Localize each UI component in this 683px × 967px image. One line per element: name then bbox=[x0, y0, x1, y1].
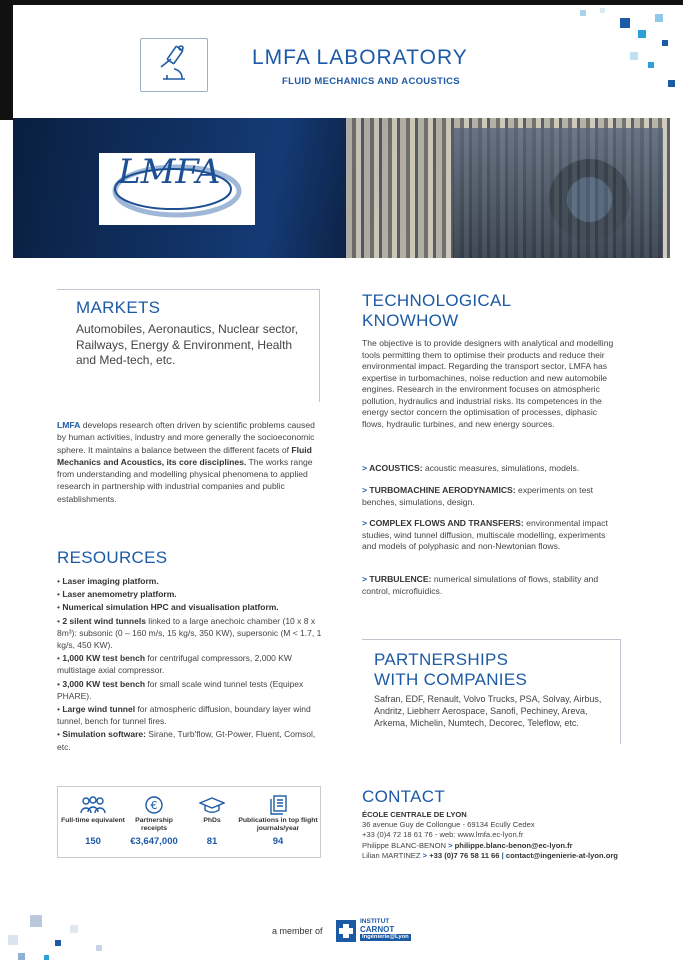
resource-text: for centrifugal compressors, 2,000 KW multistage axial compressor. bbox=[57, 653, 292, 676]
contact-org: ÉCOLE CENTRALE DE LYON bbox=[362, 810, 467, 819]
bullet-text: experiments on test benches, simulations, design. bbox=[362, 485, 594, 507]
intro-bold: Fluid Mechanics and Acoustics, its core disciplines. bbox=[57, 444, 312, 467]
stat-value: 150 bbox=[85, 836, 101, 847]
partners-text: Safran, EDF, Renault, Volvo Trucks, PSA, Solvay, Airbus, Andritz, Liebherr Aerospace, Sanofi, Pechiney, Areva, Arkema, Michelin, Numtech, Decorec, Teleflow, etc. bbox=[374, 694, 602, 728]
resource-bold: Numerical simulation HPC and visualisation platform. bbox=[62, 602, 279, 613]
page-title: LMFA LABORATORY bbox=[252, 46, 468, 69]
resource-bold: 1,000 KW test bench bbox=[62, 653, 146, 664]
contact-person-2: Lilian MARTINEZ bbox=[362, 850, 421, 860]
carnot-line-2: CARNOT bbox=[360, 925, 395, 934]
stat-label: Publications in top flight journals/year bbox=[238, 817, 318, 832]
tech-bullet-turbomachine: > TURBOMACHINE AERODYNAMICS: experiments on test benches, simulations, design. bbox=[362, 485, 594, 507]
bullet-bold: COMPLEX FLOWS AND TRANSFERS: bbox=[369, 518, 524, 528]
tech-bullet-acoustics: > ACOUSTICS: acoustic measures, simulations, models. bbox=[362, 463, 580, 473]
resource-text: Sirane, Turb'flow, Gt-Power, Fluent, Comsol, etc. bbox=[57, 729, 316, 752]
markets-text: Automobiles, Aeronautics, Nuclear sector, Railways, Energy & Environment, Health and Med-tech, etc. bbox=[76, 322, 299, 367]
publications-icon bbox=[238, 795, 318, 817]
decorative-cubes-top bbox=[560, 0, 683, 120]
stat-label: PhDs bbox=[203, 817, 221, 824]
list-item: • Numerical simulation HPC and visualisation platform. bbox=[57, 602, 279, 613]
list-item: • Large wind tunnel for atmospheric diffusion, boundary layer wind tunnel, bench for tunnel fires. bbox=[57, 704, 311, 727]
people-icon bbox=[61, 795, 125, 817]
resource-text: for atmospheric diffusion, boundary layer wind tunnel, bench for tunnel fires. bbox=[57, 704, 311, 727]
resource-bold: Simulation software: bbox=[62, 729, 146, 740]
bullet-bold: TURBOMACHINE AERODYNAMICS: bbox=[369, 485, 516, 495]
tech-heading-line2: KNOWHOW bbox=[362, 311, 459, 330]
stat-value: €3,647,000 bbox=[130, 836, 178, 847]
carnot-logo bbox=[336, 918, 416, 944]
list-item: • Laser imaging platform. bbox=[57, 576, 159, 586]
bullet-text: numerical simulations of flows, stability and control, microfluidics. bbox=[362, 574, 599, 596]
stats-panel bbox=[57, 786, 321, 858]
resources-heading: RESOURCES bbox=[57, 548, 168, 567]
markets-heading: MARKETS bbox=[76, 298, 161, 317]
carnot-emblem bbox=[336, 920, 356, 942]
partners-heading bbox=[374, 650, 527, 690]
tech-bullet-turbulence: > TURBULENCE: numerical simulations of flows, stability and control, microfluidics. bbox=[362, 574, 599, 596]
contact-phone-web: +33 (0)4 72 18 61 76 - web: www.lmfa.ec-lyon.fr bbox=[362, 830, 524, 840]
list-item: • 1,000 KW test bench for centrifugal compressors, 2,000 KW multistage axial compressor. bbox=[57, 653, 292, 676]
tech-heading bbox=[362, 291, 511, 331]
euro-icon bbox=[122, 795, 186, 817]
list-item: • 2 silent wind tunnels linked to a large anechoic chamber (10 x 8 x 8m³): subsonic (0 – 160 m/s, 15 kg/s, 350 KW), supersonic (M < 1.7, 1 kg/s, 450 KW). bbox=[57, 615, 322, 651]
stat-receipts bbox=[122, 795, 186, 847]
intro-paragraph bbox=[57, 419, 319, 505]
right-margin bbox=[670, 118, 683, 967]
microscope-icon bbox=[141, 39, 207, 91]
left-black-band bbox=[0, 0, 13, 120]
stat-label: Partnership receipts bbox=[135, 817, 173, 832]
resource-text: linked to a large anechoic chamber (10 x 8 x 8m³): subsonic (0 – 160 m/s, 15 kg/s, 350 KW), supersonic (M < 1.7, 1 kg/s, 450 KW). bbox=[57, 615, 322, 651]
carnot-line-1: INSTITUT bbox=[360, 918, 390, 925]
bullet-bold: TURBULENCE: bbox=[369, 574, 432, 584]
resource-bold: 3,000 KW test bench bbox=[62, 678, 146, 689]
bullet-text: acoustic measures, simulations, models. bbox=[422, 463, 580, 473]
intro-lead: LMFA bbox=[57, 420, 81, 430]
stat-phds bbox=[180, 795, 244, 847]
lab-equipment-photo bbox=[453, 128, 663, 258]
resources-list bbox=[57, 575, 322, 754]
lmfa-logo-text: LMFA bbox=[118, 152, 221, 192]
contact-email-1[interactable]: philippe.blanc-benon@ec-lyon.fr bbox=[454, 840, 573, 850]
resource-bold: 2 silent wind tunnels bbox=[62, 615, 146, 626]
stat-fte bbox=[61, 795, 125, 847]
banner-image bbox=[13, 118, 670, 258]
stat-value: 81 bbox=[206, 836, 218, 847]
list-item: • Laser anemometry platform. bbox=[57, 589, 177, 600]
bullet-text: environmental impact studies, wind tunnel diffusion, multiscale modelling, experiments and models of polyphasic and non-Newtonian flows. bbox=[362, 518, 608, 551]
graduation-cap-icon bbox=[180, 795, 244, 817]
contact-block: ÉCOLE CENTRALE DE LYON 36 avenue Guy de Collongue - 69134 Ecully Cedex +33 (0)4 72 18 61 76 - web: www.lmfa.ec-lyon.fr Philippe BLANC-BENON > philippe.blanc-benon@ec-lyon.fr Lilian MARTINEZ > +33 (0)7 76 58 11 66 | contact@ingenierie-at-lyon.org bbox=[362, 810, 652, 861]
resource-text: for small scale wind tunnel tests (Equipex PHARE). bbox=[57, 678, 304, 701]
carnot-line-3: Ingénierie@Lyon bbox=[362, 934, 409, 940]
intro-text-2: The works range from understanding and modelling physical phenomena to applied research in partnership with industrial companies and public establishments. bbox=[57, 456, 313, 504]
partners-heading-line1: PARTNERSHIPS bbox=[374, 650, 509, 669]
partners-heading-line2: WITH COMPANIES bbox=[374, 670, 528, 689]
resource-bold: Laser imaging platform. bbox=[62, 576, 159, 586]
tech-heading-line1: TECHNOLOGICAL bbox=[362, 291, 512, 310]
page-subtitle: FLUID MECHANICS AND ACOUSTICS bbox=[282, 76, 460, 87]
svg-text:€: € bbox=[150, 799, 158, 812]
stat-publications bbox=[238, 795, 318, 847]
contact-address: 36 avenue Guy de Collongue - 69134 Ecully Cedex bbox=[362, 820, 535, 830]
contact-email-2[interactable]: contact@ingenierie-at-lyon.org bbox=[505, 850, 618, 860]
list-item: • 3,000 KW test bench for small scale wind tunnel tests (Equipex PHARE). bbox=[57, 678, 304, 701]
bullet-bold: ACOUSTICS: bbox=[369, 463, 423, 473]
tech-paragraph: The objective is to provide designers with analytical and modelling tools permitting them to optimise their products and reduce their environmental impact. Regarding the transport sector, LMFA has expertise in turbomachines, noise reduction and new automobile engines. Research in the environment focuses on atmospheric pollution, hydraulics and industrial risks. Its competences in the energy sector concern the optimisation of processes, diphasic flows, hydraulic turbines, and new energy sources. bbox=[362, 338, 614, 429]
decorative-cubes-bottom bbox=[0, 895, 150, 967]
tech-bullet-complex-flows: > COMPLEX FLOWS AND TRANSFERS: environmental impact studies, wind tunnel diffusion, multiscale modelling, experiments and models of polyphasic and non-Newtonian flows. bbox=[362, 518, 608, 551]
list-item: • Simulation software: Sirane, Turb'flow, Gt-Power, Fluent, Comsol, etc. bbox=[57, 729, 316, 752]
resource-bold: Laser anemometry platform. bbox=[62, 589, 177, 600]
intro-text-1: develops research often driven by scientific problems caused by human activities, industry and more generally the socioeconomic sphere. It maintains a balance between the different facets of bbox=[57, 420, 315, 455]
contact-person-1: Philippe BLANC-BENON bbox=[362, 840, 446, 850]
stat-value: 94 bbox=[272, 836, 284, 847]
contact-phone-2: +33 (0)7 76 58 11 66 bbox=[429, 850, 500, 860]
member-of-text: a member of bbox=[272, 926, 323, 936]
contact-heading: CONTACT bbox=[362, 787, 445, 806]
header-logo-box bbox=[140, 38, 208, 92]
stat-label: Full-time equivalent bbox=[61, 817, 125, 824]
resource-bold: Large wind tunnel bbox=[62, 704, 136, 715]
